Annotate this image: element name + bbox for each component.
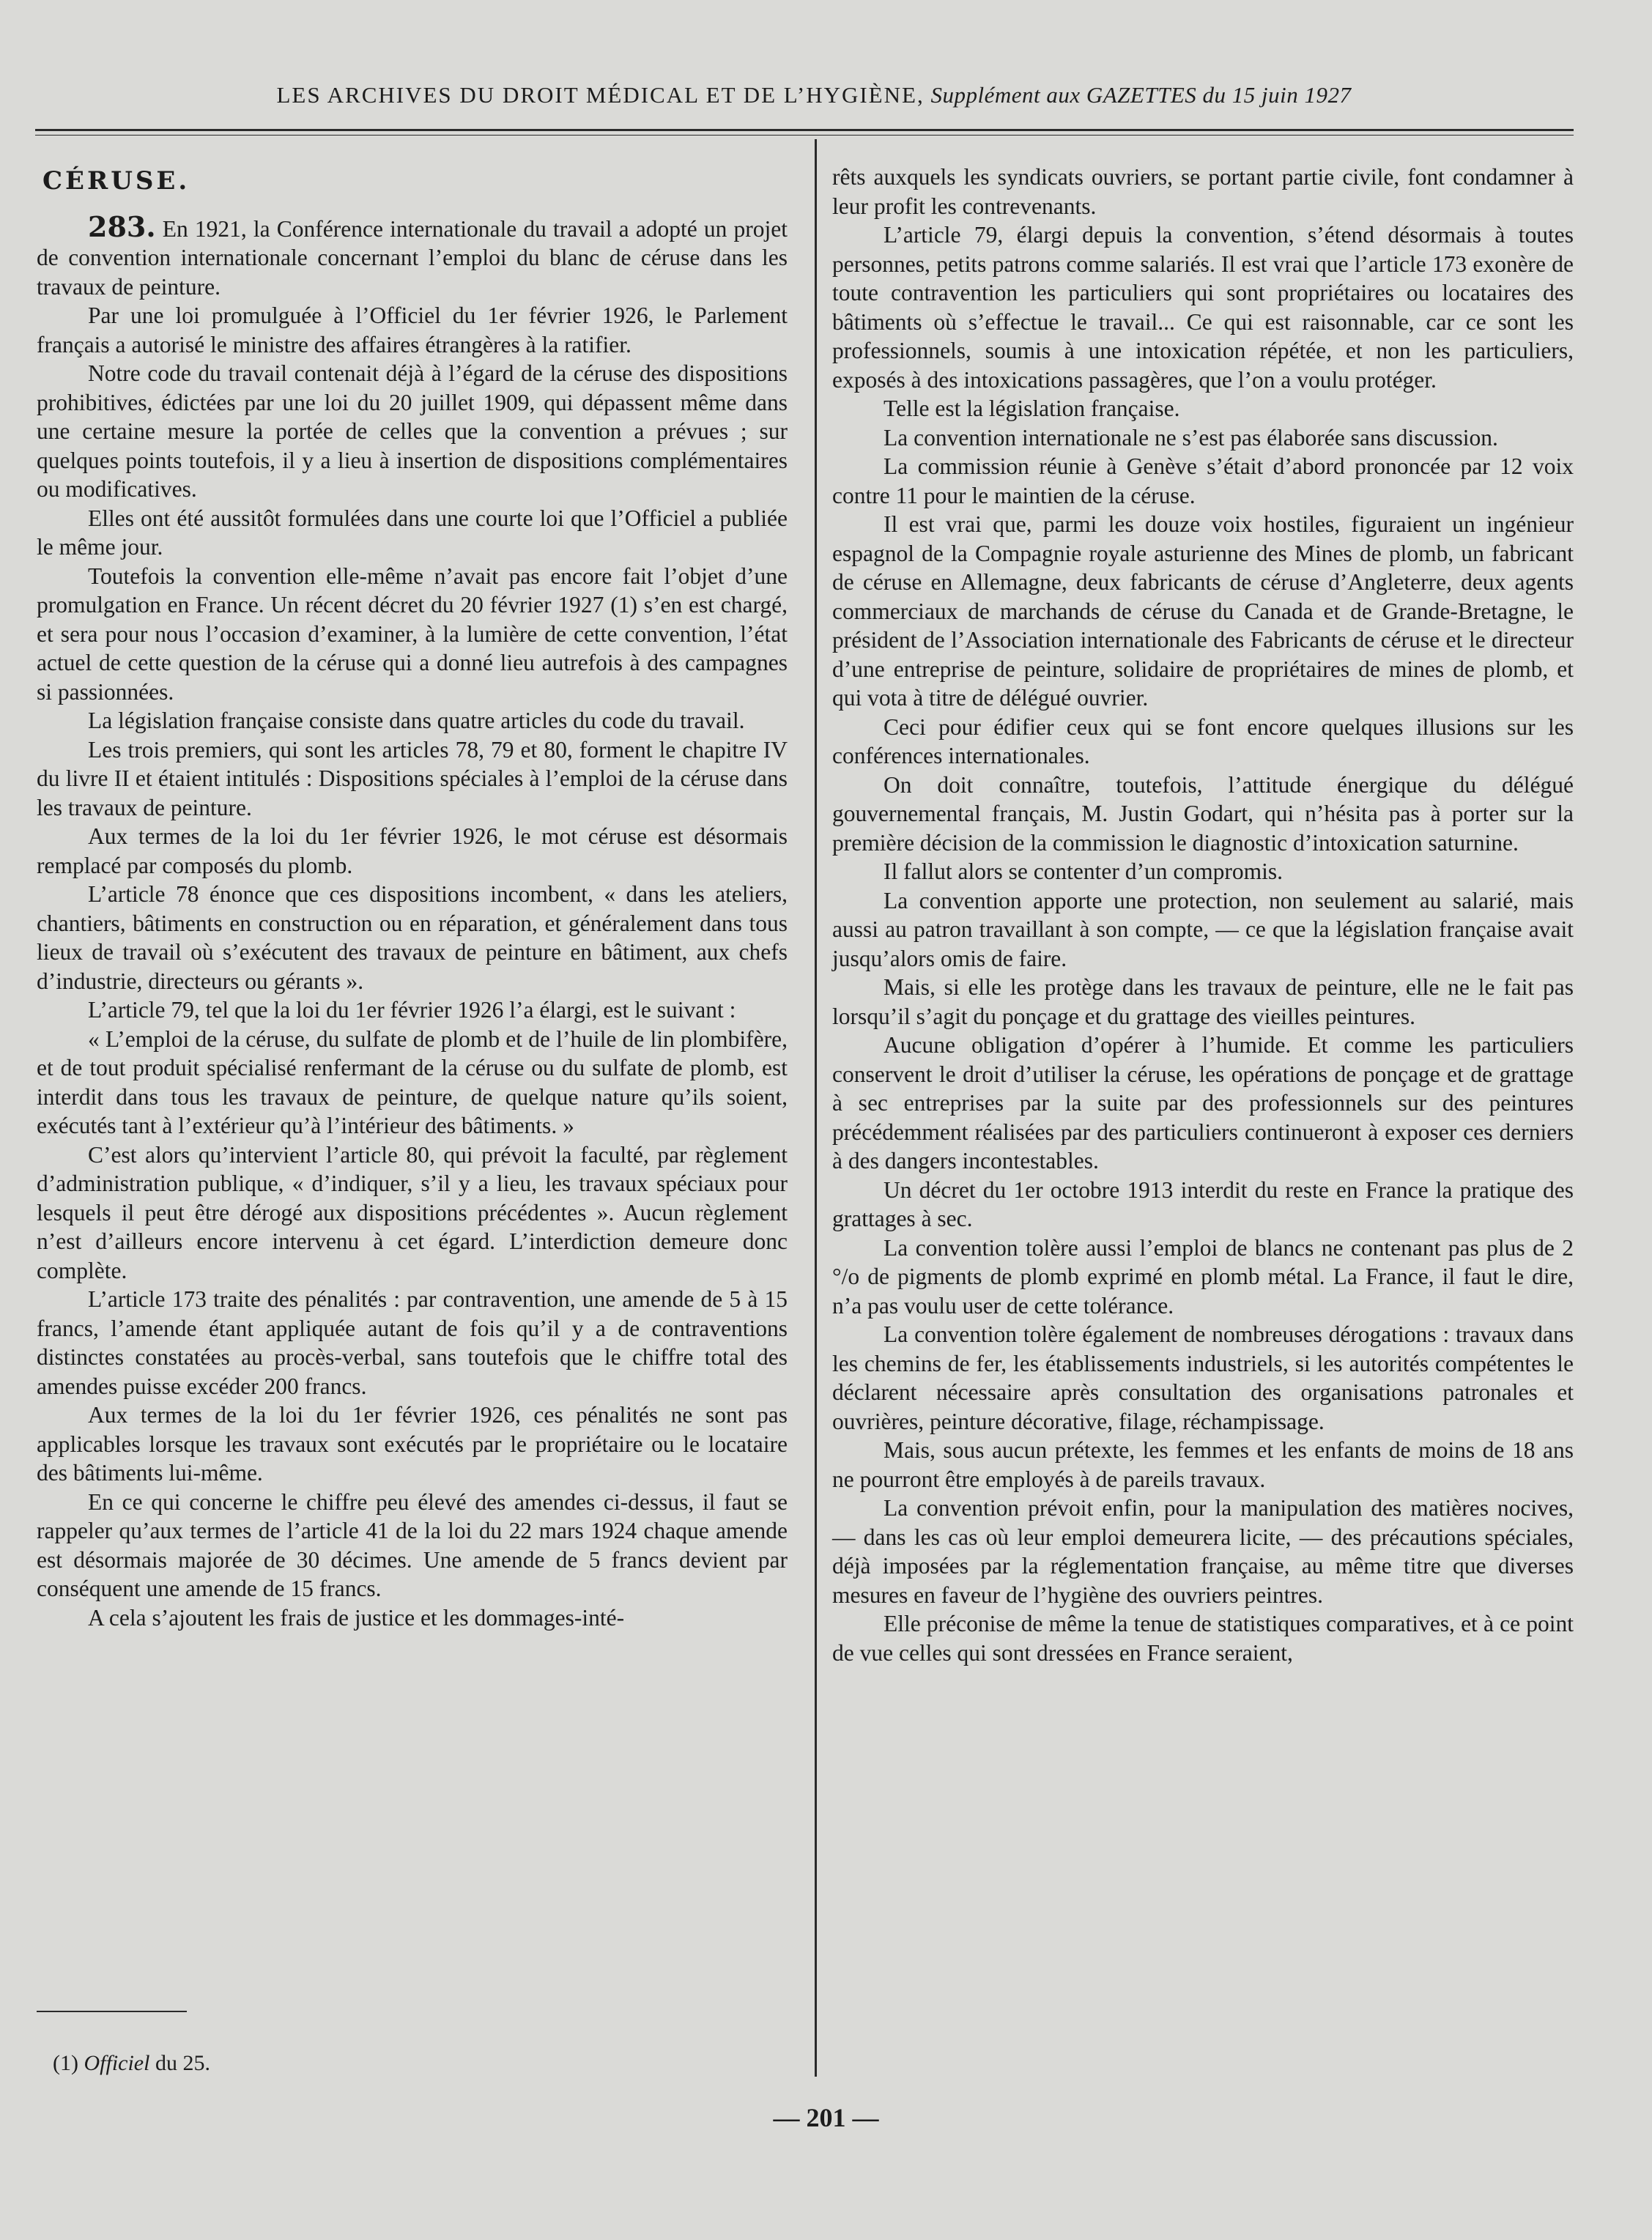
paragraph: L’article 78 énonce que ces dispositions incombent, « dans les ateliers, chantiers, bâtiments en construction ou en réparation, et généralement dans tous lieux de travail où s’exécutent des travaux de peinture en bâtiment, aux chefs d’industrie, directeurs ou gérants ». (37, 881, 788, 994)
header-journal-title: LES ARCHIVES DU DROIT MÉDICAL ET DE L’HYGIÈNE, (276, 82, 925, 108)
paragraph: Mais, sous aucun prétexte, les femmes et les enfants de moins de 18 ans ne pourront être employés à de pareils travaux. (832, 1437, 1574, 1492)
footnote-marker: (1) (53, 2051, 78, 2075)
paragraph: La convention tolère aussi l’emploi de blancs ne contenant pas plus de 2 °/o de pigments de plomb exprimé en plomb métal. La France, il faut le dire, n’a pas voulu user de cette tolérance. (832, 1234, 1574, 1319)
paragraph: La convention internationale ne s’est pas élaborée sans discussion. (884, 424, 1498, 450)
paragraph: Aux termes de la loi du 1er février 1926, ces pénalités ne sont pas applicables lorsque les travaux sont exécutés par le propriétaire ou le locataire des bâtiments lui-même. (37, 1402, 788, 1486)
header-rule (35, 129, 1574, 136)
running-header (173, 82, 1455, 108)
paragraph: Notre code du travail contenait déjà à l’égard de la céruse des dispositions prohibitives, édictées par une loi du 20 juillet 1909, qui dépassent même dans une certaine mesure la portée de celles que la convention a prévues ; sur quelques points toutefois, il y a lieu à insertion de dispositions complémentaires ou modificatives. (37, 360, 788, 502)
paragraph: Aucune obligation d’opérer à l’humide. Et comme les particuliers conservent le droit d’utiliser la céruse, les opérations de ponçage et de grattage à sec entreprises par la suite par des professionnels sur des peintures précédemment réalisées par des particuliers continueront à exposer ces derniers à des dangers incontestables. (832, 1032, 1574, 1173)
paragraph: Elles ont été aussitôt formulées dans une courte loi que l’Officiel a publiée le même jour. (37, 505, 788, 560)
paragraph: Il fallut alors se contenter d’un compromis. (884, 858, 1283, 884)
paragraph: L’article 173 traite des pénalités : par contravention, une amende de 5 à 15 francs, l’amende étant appliquée autant de fois qu’il y a de contraventions distinctes constatées au procès-verbal, sans toutefois que le chiffre total des amendes puisse excéder 200 francs. (37, 1286, 788, 1399)
paragraph: Par une loi promulguée à l’Officiel du 1er février 1926, le Parlement français a autorisé le ministre des affaires étrangères à la ratifier. (37, 303, 788, 357)
paragraph: Les trois premiers, qui sont les articles 78, 79 et 80, forment le chapitre IV du livre II et étaient intitulés : Dispositions spéciales à l’emploi de la céruse dans les travaux de peinture. (37, 736, 788, 820)
paragraph: Elle préconise de même la tenue de statistiques comparatives, et à ce point de vue celles qui sont dressées en France seraient, (832, 1611, 1574, 1666)
paragraph: Il est vrai que, parmi les douze voix hostiles, figuraient un ingénieur espagnol de la Compagnie royale asturienne des Mines de plomb, un fabricant de céruse en Allemagne, deux fabricants de céruse d’Angleterre, deux agents commerciaux de marchands de céruse du Canada et de Grande-Bretagne, le président de l’Association internationale des Fabricants de céruse et le directeur d’une entreprise de peinture, solidaire de propriétaires de mines de plomb, et qui vota à titre de délégué ouvrier. (832, 511, 1574, 711)
paragraph: L’article 79, tel que la loi du 1er février 1926 l’a élargi, est le suivant : (88, 997, 736, 1023)
paragraph: La convention apporte une protection, non seulement au salarié, mais aussi au patron travaillant à son compte, — ce que la législation française avait jusqu’alors omis de faire. (832, 887, 1574, 971)
paragraph: L’article 79, élargi depuis la convention, s’étend désormais à toutes personnes, petits patrons comme salariés. Il est vrai que l’article 173 exonère de toute contravention les particuliers qui sont propriétaires ou locataires des bâtiments où s’effectue le travail... Ce qui est raisonnable, car ce sont les professionnels, soumis à une intoxication répétée, et non les particuliers, exposés à des intoxications passagères, que l’on a voulu protéger. (832, 222, 1574, 393)
footnote (53, 2051, 210, 2076)
footnote-text: du 25. (155, 2051, 210, 2075)
article-number: 283. (88, 209, 156, 243)
paragraph: La convention tolère également de nombreuses dérogations : travaux dans les chemins de fer, les établissements industriels, si les autorités compétentes le déclarent nécessaire après consultation des organisations patronales et ouvrières, peinture décorative, filage, réchampissage. (832, 1321, 1574, 1434)
paragraph: Un décret du 1er octobre 1913 interdit du reste en France la pratique des grattages à sec. (832, 1176, 1574, 1231)
paragraph (37, 209, 788, 302)
paragraph: Toutefois la convention elle-même n’avait pas encore fait l’objet d’une promulgation en France. Un récent décret du 20 février 1927 (1) s’en est chargé, et sera pour nous l’occasion d’examiner, à la lumière de cette convention, l’état actuel de cette question de la céruse qui a donné lieu autrefois à des campagnes si passionnées. (37, 563, 788, 705)
paragraph: Aux termes de la loi du 1er février 1926, le mot céruse est désormais remplacé par composés du plomb. (37, 823, 788, 878)
paragraph-continued: rêts auxquels les syndicats ouvriers, se portant partie civile, font condamner à leur profit les contrevenants. (832, 164, 1574, 219)
column-divider (815, 139, 817, 2077)
section-title: CÉRUSE. (42, 166, 190, 196)
paragraph-text: En 1921, la Conférence internationale du travail a adopté un projet de convention internationale concernant l’emploi du blanc de céruse dans les travaux de peinture. (37, 215, 788, 300)
paragraph: La commission réunie à Genève s’était d’abord prononcée par 12 voix contre 11 pour le maintien de la céruse. (832, 453, 1574, 508)
paragraph: On doit connaître, toutefois, l’attitude énergique du délégué gouvernemental français, M. Justin Godart, qui n’hésita pas à porter sur la première décision de la commission le diagnostic d’intoxication saturnine. (832, 771, 1574, 856)
paragraph: A cela s’ajoutent les frais de justice et les dommages-inté- (88, 1604, 625, 1631)
paragraph: « L’emploi de la céruse, du sulfate de plomb et de l’huile de lin plombifère, et de tout produit spécialisé renfermant de la céruse ou du sulfate de plomb, est interdit dans tous les travaux de peinture, de quelque nature qu’ils soient, exécutés tant à l’extérieur qu’à l’intérieur des bâtiments. » (37, 1026, 788, 1138)
footnote-source: Officiel (84, 2051, 150, 2075)
right-column (832, 163, 1574, 1667)
footnote-rule (37, 2011, 187, 2012)
paragraph: Ceci pour édifier ceux qui se font encore quelques illusions sur les conférences internationales. (832, 713, 1574, 768)
header-supplement: Supplément aux GAZETTES du 15 juin 1927 (930, 82, 1352, 108)
page-number: — 201 — (773, 2103, 879, 2132)
left-column (37, 163, 788, 1632)
paragraph: Mais, si elle les protège dans les travaux de peinture, elle ne le fait pas lorsqu’il s’agit du ponçage et du grattage des vieilles peintures. (832, 974, 1574, 1029)
paragraph: Telle est la législation française. (884, 396, 1180, 421)
paragraph: La convention prévoit enfin, pour la manipulation des matières nocives, — dans les cas où leur emploi demeurera licite, — des précautions spéciales, déjà imposées par la réglementation française, au même titre que diverses mesures en faveur de l’hygiène des ouvriers peintres. (832, 1495, 1574, 1608)
paragraph: En ce qui concerne le chiffre peu élevé des amendes ci-dessus, il faut se rappeler qu’aux termes de l’article 41 de la loi du 22 mars 1924 chaque amende est désormais majorée de 30 décimes. Une amende de 5 francs devient par conséquent une amende de 15 francs. (37, 1488, 788, 1601)
paragraph: La législation française consiste dans quatre articles du code du travail. (88, 708, 745, 733)
paragraph: C’est alors qu’intervient l’article 80, qui prévoit la faculté, par règlement d’administration publique, « d’indiquer, s’il y a lieu, les travaux spéciaux pour lesquels il peut être dérogé aux dispositions précédentes ». Aucun règlement n’est d’ailleurs encore intervenu à cet égard. L’interdiction demeure donc complète. (37, 1141, 788, 1283)
